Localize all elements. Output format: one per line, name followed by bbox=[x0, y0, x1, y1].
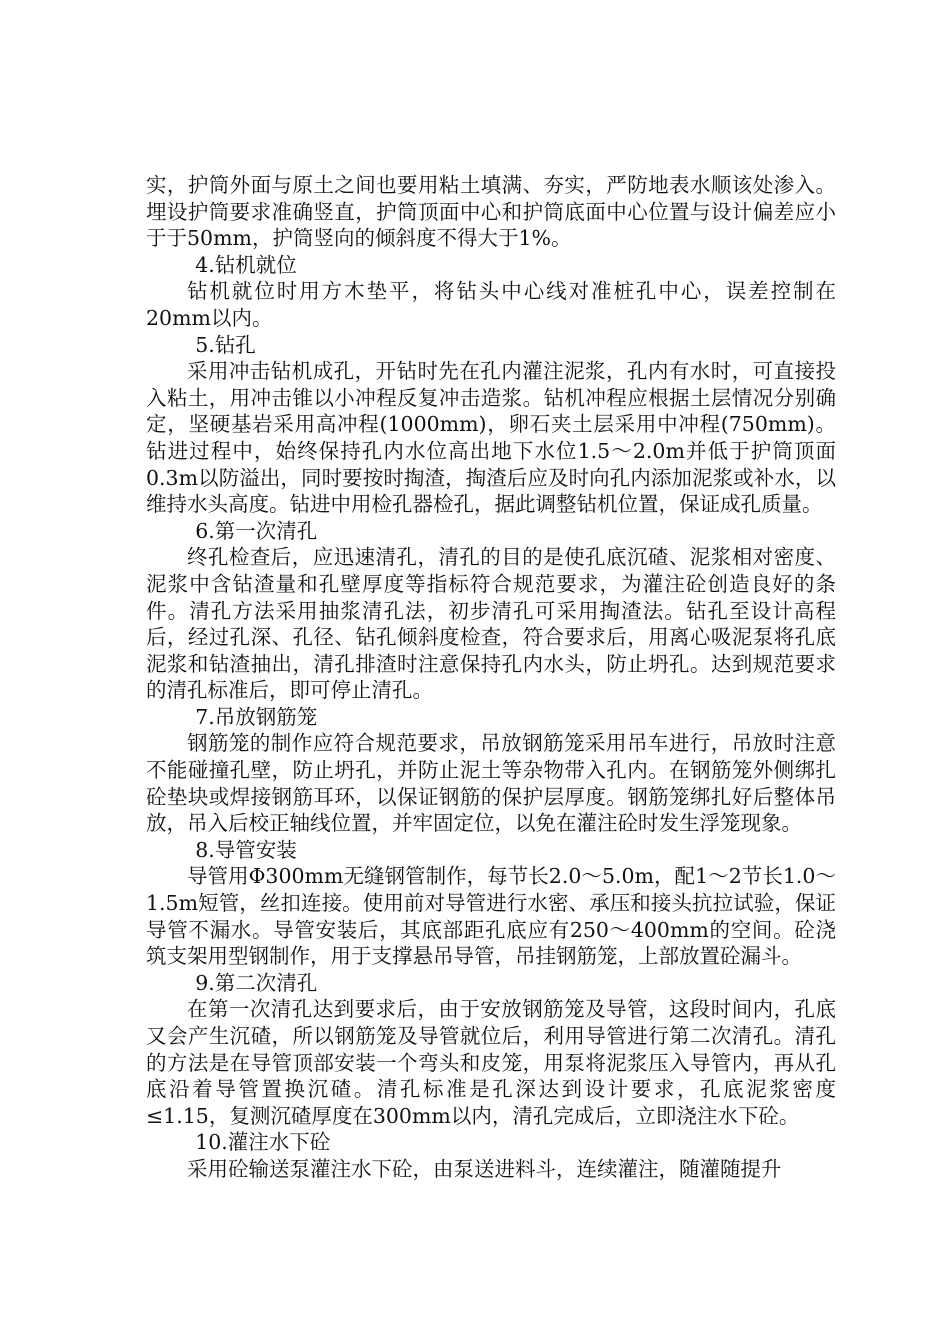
section-paragraph: 采用冲击钻机成孔，开钻时先在孔内灌注泥浆，孔内有水时，可直接投入粘土，用冲击锥以小冲程反复冲击造浆。钻机冲程应根据土层情况分别确定，坚硬基岩采用高冲程(1000mm)，卵石夹土层采用中冲程(750mm)。钻进过程中，始终保持孔内水位高出地下水位1.5～2.0m并低于护筒顶面0.3m以防溢出，同时要按时掏渣，掏渣后应及时向孔内添加泥浆或补水，以维持水头高度。钻进中用检孔器检孔，据此调整钻机位置，保证成孔质量。 bbox=[146, 359, 836, 517]
section-heading: 4.钻机就位 bbox=[195, 252, 297, 277]
section-paragraph: 导管用Φ300mm无缝钢管制作，每节长2.0～5.0m，配1～2节长1.0～1.5m短管，丝扣连接。使用前对导管进行水密、承压和接头抗拉试验，保证导管不漏水。导管安装后，其底部距孔底应有250～400mm的空间。砼浇筑支架用型钢制作，用于支撑悬吊导管，吊挂钢筋笼，上部放置砼漏斗。 bbox=[146, 864, 836, 969]
section-heading: 7.吊放钢筋笼 bbox=[195, 704, 318, 729]
section-paragraph: 钢筋笼的制作应符合规范要求，吊放钢筋笼采用吊车进行，吊放时注意不能碰撞孔壁，防止坍孔，并防止泥土等杂物带入孔内。在钢筋笼外侧绑扎砼垫块或焊接钢筋耳环，以保证钢筋的保护层厚度。钢筋笼绑扎好后整体吊放，吊入后校正轴线位置，并牢固定位，以免在灌注砼时发生浮笼现象。 bbox=[146, 731, 836, 836]
intro-paragraph: 实，护筒外面与原土之间也要用粘土填满、夯实，严防地表水顺该处渗入。埋设护筒要求准确竖直，护筒顶面中心和护筒底面中心位置与设计偏差应小于于50mm，护筒竖向的倾斜度不得大于1%。 bbox=[146, 173, 836, 251]
section-paragraph: 采用砼输送泵灌注水下砼，由泵送进料斗，连续灌注，随灌随提升 bbox=[187, 1156, 782, 1181]
section-paragraph: 终孔检查后，应迅速清孔，清孔的目的是使孔底沉碴、泥浆相对密度、泥浆中含钻渣量和孔壁厚度等指标符合规范要求，为灌注砼创造良好的条件。清孔方法采用抽浆清孔法，初步清孔可采用掏渣法。钻孔至设计高程后，经过孔深、孔径、钻孔倾斜度检查，符合要求后，用离心吸泥泵将孔底泥浆和钻渣抽出，清孔排渣时注意保持孔内水头，防止坍孔。达到规范要求的清孔标准后，即可停止清孔。 bbox=[146, 545, 836, 703]
section-heading: 6.第一次清孔 bbox=[195, 518, 318, 543]
section-heading: 9.第二次清孔 bbox=[195, 970, 318, 995]
section-heading: 8.导管安装 bbox=[195, 837, 297, 862]
section-paragraph: 钻机就位时用方木垫平，将钻头中心线对准桩孔中心，误差控制在20mm以内。 bbox=[146, 279, 836, 330]
document-body bbox=[146, 172, 836, 1183]
section-heading: 5.钻孔 bbox=[195, 332, 256, 357]
section-heading: 10.灌注水下砼 bbox=[195, 1130, 331, 1155]
section-paragraph: 在第一次清孔达到要求后，由于安放钢筋笼及导管，这段时间内，孔底又会产生沉碴，所以钢筋笼及导管就位后，利用导管进行第二次清孔。清孔的方法是在导管顶部安装一个弯头和皮笼，用泵将泥浆压入导管内，再从孔底沿着导管置换沉碴。清孔标准是孔深达到设计要求，孔底泥浆密度≤1.15，复测沉碴厚度在300mm以内，清孔完成后，立即浇注水下砼。 bbox=[146, 997, 836, 1128]
